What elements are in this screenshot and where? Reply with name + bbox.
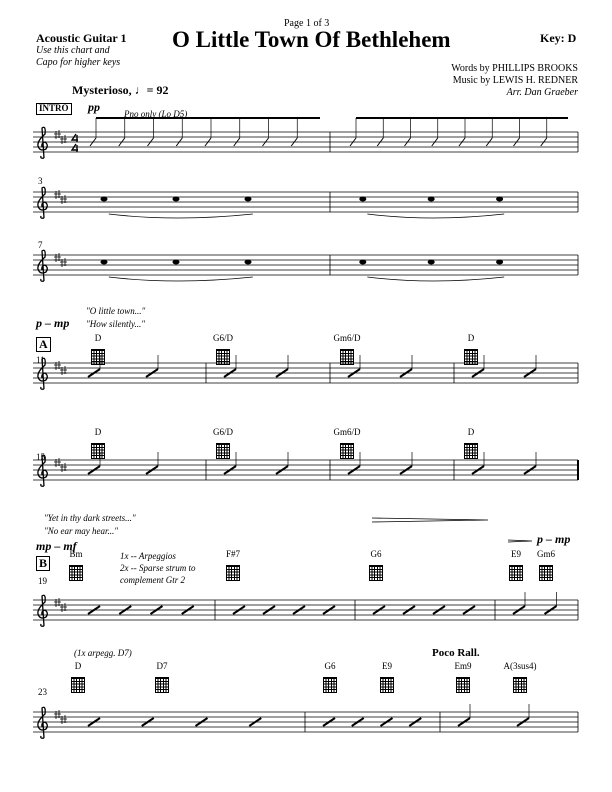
notehead: [245, 197, 252, 202]
chord-grid-icon: [91, 349, 105, 365]
notehead: [359, 260, 366, 265]
measure-number: 7: [38, 240, 43, 250]
part-note-2: Capo for higher keys: [36, 57, 121, 68]
notehead: [359, 197, 366, 202]
notehead: [428, 197, 435, 202]
instruction: complement Gtr 2: [120, 575, 185, 585]
chord-name: G6/D: [213, 333, 233, 343]
chord-grid-icon: [216, 349, 230, 365]
quarter-note-icon: ♩: [134, 83, 147, 97]
chord-name: Gm6/D: [333, 333, 361, 343]
page-number: Page 1 of 3: [284, 18, 330, 29]
notehead: [245, 260, 252, 265]
measure-number: 3: [38, 176, 43, 186]
tempo-text: Mysterioso,: [72, 83, 132, 97]
chord-grid-icon: [226, 565, 240, 581]
intro-note: Pno only (Lo D5): [124, 109, 188, 119]
key-label: Key: D: [540, 31, 577, 45]
chord-diagram: [219, 549, 247, 581]
chord-grid-icon: [216, 443, 230, 459]
arpeggio-note: (1x arpegg. D7): [74, 648, 132, 658]
lyric-cue: "No ear may hear...": [44, 526, 119, 536]
chord-diagram: [502, 549, 530, 581]
chord-name: E9: [382, 661, 392, 671]
section-b-end-dynamic: p – mp: [537, 532, 571, 546]
notehead: [428, 260, 435, 265]
measure-number: 15: [36, 452, 45, 462]
chord-diagram: [333, 427, 361, 459]
chord-name: Gm6/D: [333, 427, 361, 437]
chord-diagram: [209, 333, 237, 365]
intro-dynamic: pp: [88, 100, 100, 114]
chord-diagram: [64, 661, 92, 693]
decrescendo-hairpin: [508, 540, 532, 542]
chord-grid-icon: [155, 677, 169, 693]
words-credit: Words by PHILLIPS BROOKS: [451, 63, 578, 74]
poco-rall: Poco Rall.: [432, 647, 480, 659]
chord-grid-icon: [340, 349, 354, 365]
part-name: Acoustic Guitar 1: [36, 31, 127, 45]
chord-name: D: [467, 333, 475, 343]
tie: [367, 277, 504, 281]
chord-grid-icon: [509, 565, 523, 581]
chord-diagram: [373, 661, 401, 693]
chord-diagram: [84, 427, 112, 459]
lyric-cue: "How silently...": [86, 319, 146, 329]
notehead: [173, 260, 180, 265]
arranger-credit: Arr. Dan Graeber: [506, 87, 578, 98]
music-credit: Music by LEWIS H. REDNER: [452, 75, 578, 86]
section-b-dynamic: mp – mf: [36, 539, 77, 553]
measure-number: 11: [36, 355, 45, 365]
tie: [367, 214, 504, 218]
section-a-dynamic: p – mp: [36, 316, 70, 330]
chord-grid-icon: [323, 677, 337, 693]
chord-diagram: [333, 333, 361, 365]
lyric-cue: "O little town...": [86, 306, 146, 316]
notehead: [101, 197, 108, 202]
chord-grid-icon: [539, 565, 553, 581]
notehead: [496, 197, 503, 202]
chord-grid-icon: [340, 443, 354, 459]
chord-diagram: [532, 549, 560, 581]
tempo-bpm: = 92: [146, 83, 169, 97]
chord-diagram: [148, 661, 176, 693]
chord-diagram: [209, 427, 237, 459]
chord-diagram: [457, 427, 485, 459]
chord-diagram: [62, 549, 90, 581]
chord-diagram: [362, 549, 390, 581]
chord-grid-icon: [513, 677, 527, 693]
notehead: [101, 260, 108, 265]
rehearsal-mark-b: B: [36, 556, 50, 571]
chord-name: Em9: [454, 661, 472, 671]
chord-diagram: [84, 333, 112, 365]
chord-name: G6: [370, 549, 382, 559]
chord-grid-icon: [91, 443, 105, 459]
crescendo-hairpin: [372, 518, 488, 522]
rehearsal-mark-a: A: [36, 337, 51, 352]
chord-grid-icon: [464, 349, 478, 365]
chord-name: D7: [156, 661, 168, 671]
instruction: 2x -- Sparse strum to: [120, 563, 196, 573]
chord-grid-icon: [464, 443, 478, 459]
chord-name: E9: [511, 549, 521, 559]
part-note-1: Use this chart and: [36, 45, 110, 56]
chord-grid-icon: [71, 677, 85, 693]
chord-name: G6/D: [213, 427, 233, 437]
chord-diagram: [316, 661, 344, 693]
measure-number: 19: [38, 576, 47, 586]
tie: [109, 214, 253, 218]
chord-diagram: [457, 333, 485, 365]
chord-grid-icon: [69, 565, 83, 581]
chord-diagram: [503, 661, 537, 693]
chord-name: G6: [324, 661, 336, 671]
intro-label: INTRO: [36, 103, 72, 115]
lyric-cue: "Yet in thy dark streets...": [44, 513, 136, 523]
chord-name: D: [94, 333, 102, 343]
chord-name: Gm6: [537, 549, 555, 559]
measure-number: 23: [38, 687, 47, 697]
chord-name: Bm: [69, 549, 83, 559]
chord-grid-icon: [456, 677, 470, 693]
notehead: [173, 197, 180, 202]
chord-name: D: [74, 661, 82, 671]
chord-name: A(3sus4): [503, 661, 537, 671]
song-title: O Little Town Of Bethlehem: [172, 27, 451, 52]
instruction: 1x -- Arpeggios: [120, 551, 176, 561]
chord-diagram: [449, 661, 477, 693]
chord-name: F#7: [225, 549, 240, 559]
chord-name: D: [467, 427, 475, 437]
notehead: [496, 260, 503, 265]
chord-grid-icon: [369, 565, 383, 581]
chord-grid-icon: [380, 677, 394, 693]
tie: [109, 277, 253, 281]
chord-name: D: [94, 427, 102, 437]
tempo-marking: [72, 83, 169, 98]
